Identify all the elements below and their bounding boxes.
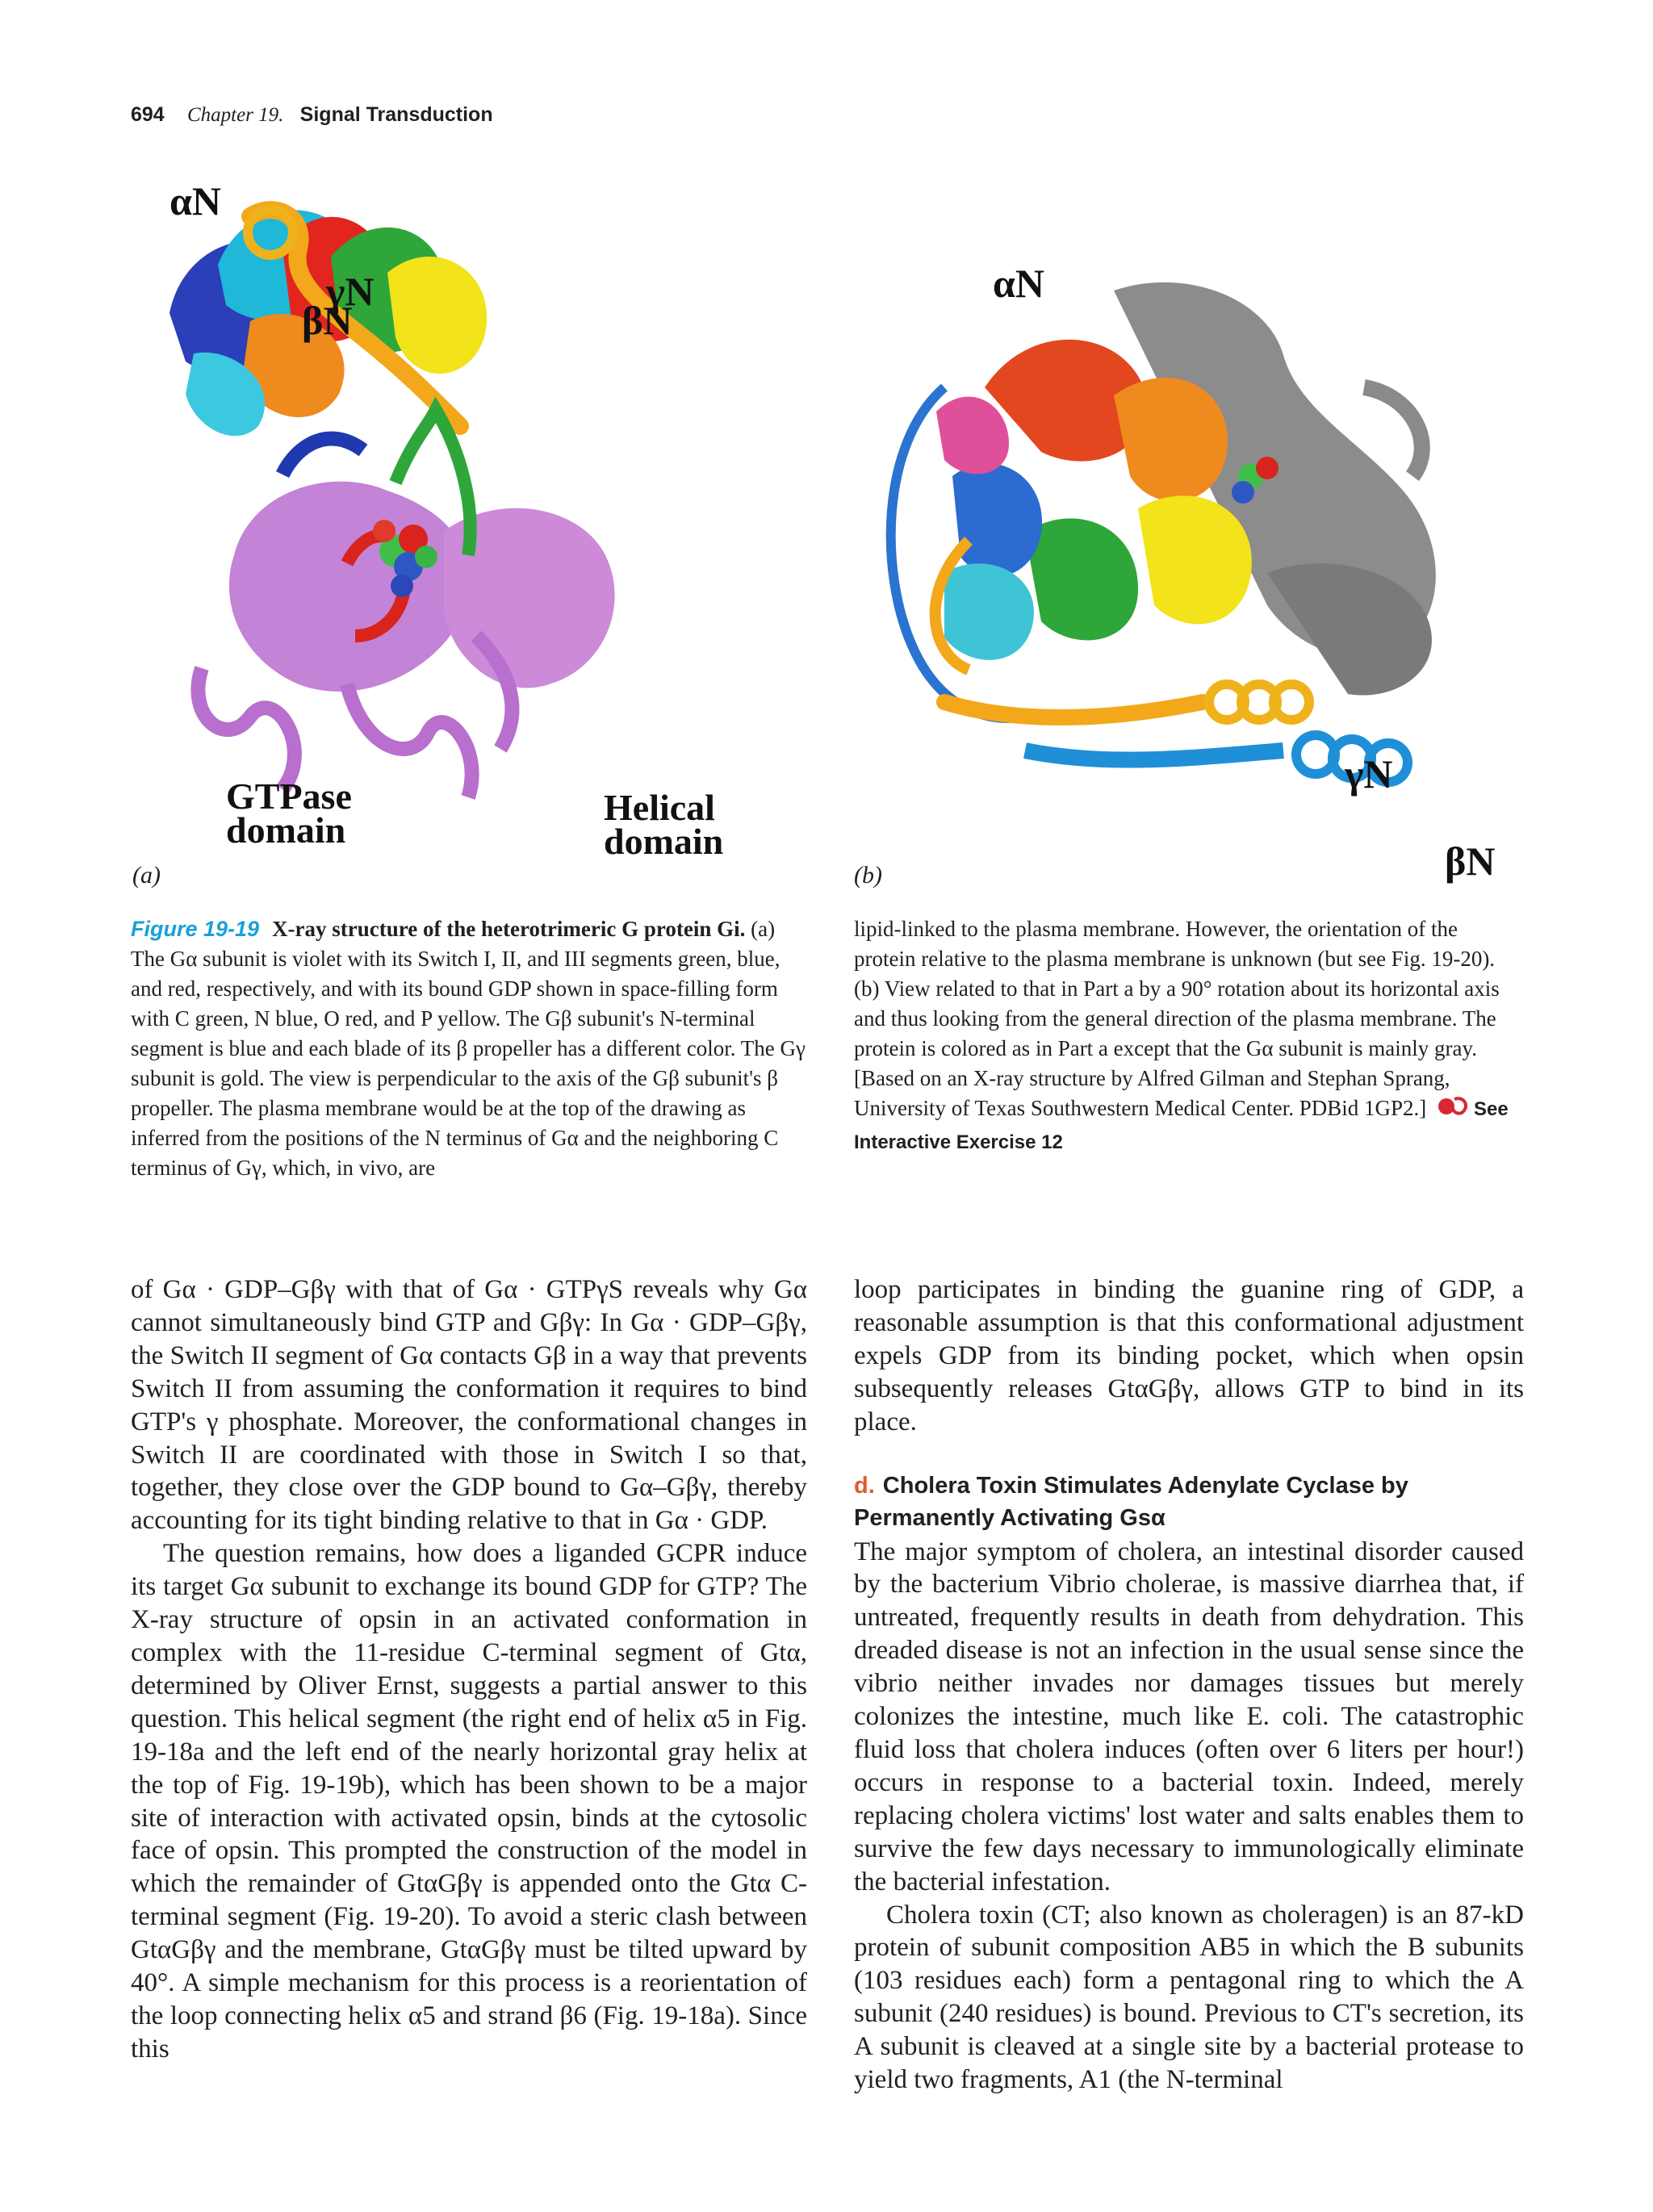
panel-a-label: (a) <box>132 862 161 889</box>
figure-caption-text-left: (a) The Gα subunit is violet with its Switch I, II, and III segments green, blue, and red, respectively, and with its bound GDP shown in space-filling form with C green, N blue, O red, and P yellow. The Gβ subunit's N-terminal segment is blue and each blade of its β propeller has a different color. The Gγ subunit is gold. The view is perpendicular to the axis of the Gβ subunit's β propeller. The plasma membrane would be at the top of the drawing as inferred from the positions of the N terminus of Gα and the neighboring C terminus of Gγ, which, in vivo, are <box>131 917 806 1180</box>
terminus-label-alpha-n-a: αN <box>169 178 222 224</box>
chapter-title: Signal Transduction <box>299 103 493 126</box>
terminus-label-gamma-n-b: γN <box>1345 751 1393 797</box>
section-heading <box>854 1470 1524 1534</box>
chapter-label: Chapter 19. <box>186 104 284 126</box>
running-header <box>131 103 493 127</box>
section-title: Cholera Toxin Stimulates Adenylate Cyclase by Permanently Activating Gsα <box>854 1472 1408 1531</box>
interactive-exercise-icon <box>1437 1094 1469 1127</box>
body-paragraph: Cholera toxin (CT; also known as choleragen) is an 87-kD protein of subunit composition AB5 in which the B subunits (103 residues each) form a pentagonal ring to which the A subunit (240 residues) is bound. Previous to CT's secretion, its A subunit is cleaved at a single site by a bacterial protease to yield two fragments, A1 (the N-terminal <box>854 1900 1524 2095</box>
section-letter: d. <box>854 1472 875 1499</box>
figure-caption-right <box>854 914 1524 1157</box>
figure-title: X-ray structure of the heterotrimeric G protein Gi. <box>272 917 746 941</box>
terminus-label-beta-n-b: βN <box>1445 838 1496 884</box>
figure-caption-left <box>131 914 809 1183</box>
body-column-left <box>131 1273 807 2066</box>
protein-structure-b-image <box>847 266 1525 896</box>
body-paragraph: loop participates in binding the guanine ring of GDP, a reasonable assumption is that this conformational adjustment expels GDP from its binding pocket, which when opsin subsequently releases GtαGβγ, allows GTP to bind in its place. <box>854 1275 1524 1436</box>
interactive-exercise-link[interactable]: See Interactive Exercise 12 <box>854 1098 1509 1153</box>
body-paragraph: The major symptom of cholera, an intestinal disorder caused by the bacterium Vibrio cholerae, is massive diarrhea that, if untreated, frequently results in death from dehydration. This dreaded disease is not an infection in the usual sense since the vibrio neither invades nor damages tissues but merely colonizes the intestine, much like E. coli. The catastrophic fluid loss that cholera induces (often over 6 liters per hour!) occurs in response to a bacterial toxin. Indeed, merely replacing cholera victims' lost water and salts enables them to survive the few days necessary to immunologically eliminate the bacterial infestation. <box>854 1537 1524 1896</box>
figure-number: Figure 19-19 <box>131 917 260 941</box>
terminus-label-gamma-n-a: γN <box>326 269 375 314</box>
terminus-label-alpha-n-b: αN <box>993 261 1045 306</box>
page-number: 694 <box>131 103 165 126</box>
figure-panel-b <box>847 261 1525 896</box>
figure-panel-a <box>121 178 815 894</box>
panel-b-label: (b) <box>854 862 882 889</box>
terminus-label-beta-n-a: βN <box>302 298 353 343</box>
body-column-right <box>854 1273 1524 2097</box>
gtpase-domain-label: GTPase domain <box>226 776 352 851</box>
body-paragraph: of Gα · GDP–Gβγ with that of Gα · GTPγS reveals why Gα cannot simultaneously bind GTP and Gβγ: In Gα · GDP–Gβγ, the Switch II segment of Gα contacts Gβ in a way that prevents Switch II from assuming the conformation it requires to bind GTP's γ phosphate. Moreover, the conformational changes in Switch II are coordinated with those in Switch I so that, together, they close over the GDP bound to Gα–Gβγ, thereby accounting for its tight binding relative to that in Gα · GDP. <box>131 1275 807 1536</box>
figure-caption-text-right: lipid-linked to the plasma membrane. However, the orientation of the protein relative to the plasma membrane is unknown (but see Fig. 19-20). (b) View related to that in Part a by a 90° rotation about its horizontal axis and thus looking from the general direction of the plasma membrane. The protein is colored as in Part a except that the Gα subunit is mainly gray. [Based on an X-ray structure by Alfred Gilman and Stephan Sprang, University of Texas Southwestern Medical Center. PDBid 1GP2.] <box>854 917 1500 1120</box>
helical-domain-label: Helical domain <box>604 787 724 862</box>
body-paragraph: The question remains, how does a liganded GCPR induce its target Gα subunit to exchange its bound GDP for GTP? The X-ray structure of opsin in an activated conformation in complex with the 11-residue C-terminal segment of Gtα, determined by Oliver Ernst, suggests a partial answer to this question. This helical segment (the right end of helix α5 in Fig. 19-18a and the left end of the nearly horizontal gray helix at the top of Fig. 19-19b), which has been shown to be a major site of interaction with activated opsin, binds at the cytosolic face of opsin. This prompted the construction of the model in which the remainder of GtαGβγ is appended onto the Gtα C-terminal segment (Fig. 19-20). To avoid a steric clash between GtαGβγ and the membrane, GtαGβγ must be tilted upward by 40°. A simple mechanism for this process is a reorientation of the loop connecting helix α5 and strand β6 (Fig. 19-18a). Since this <box>131 1539 807 2064</box>
